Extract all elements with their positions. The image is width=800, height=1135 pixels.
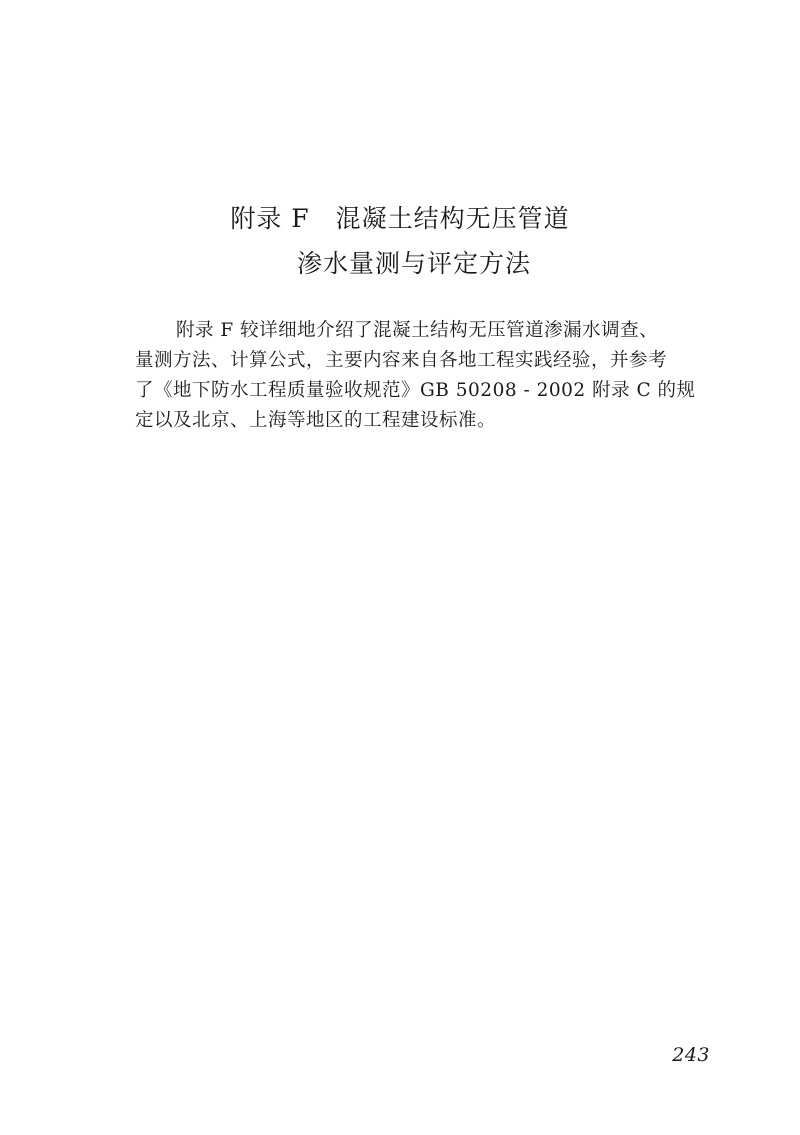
body-line-2: 量测方法、计算公式，主要内容来自各地工程实践经验，并参考 <box>135 350 668 371</box>
body-paragraph <box>135 316 735 436</box>
body-line-1: 附录 F 较详细地介绍了混凝土结构无压管道渗漏水调查、 <box>176 320 659 341</box>
title-line-2: 渗水量测与评定方法 <box>296 249 531 278</box>
title-line-1: 附录 F 混凝土结构无压管道 <box>230 204 570 233</box>
body-line-4: 定以及北京、上海等地区的工程建设标准。 <box>135 410 497 431</box>
body-line-3: 了《地下防水工程质量验收规范》GB 50208 - 2002 附录 C 的规 <box>135 380 696 401</box>
page-number: 243 <box>672 1044 710 1066</box>
appendix-title <box>0 196 800 286</box>
